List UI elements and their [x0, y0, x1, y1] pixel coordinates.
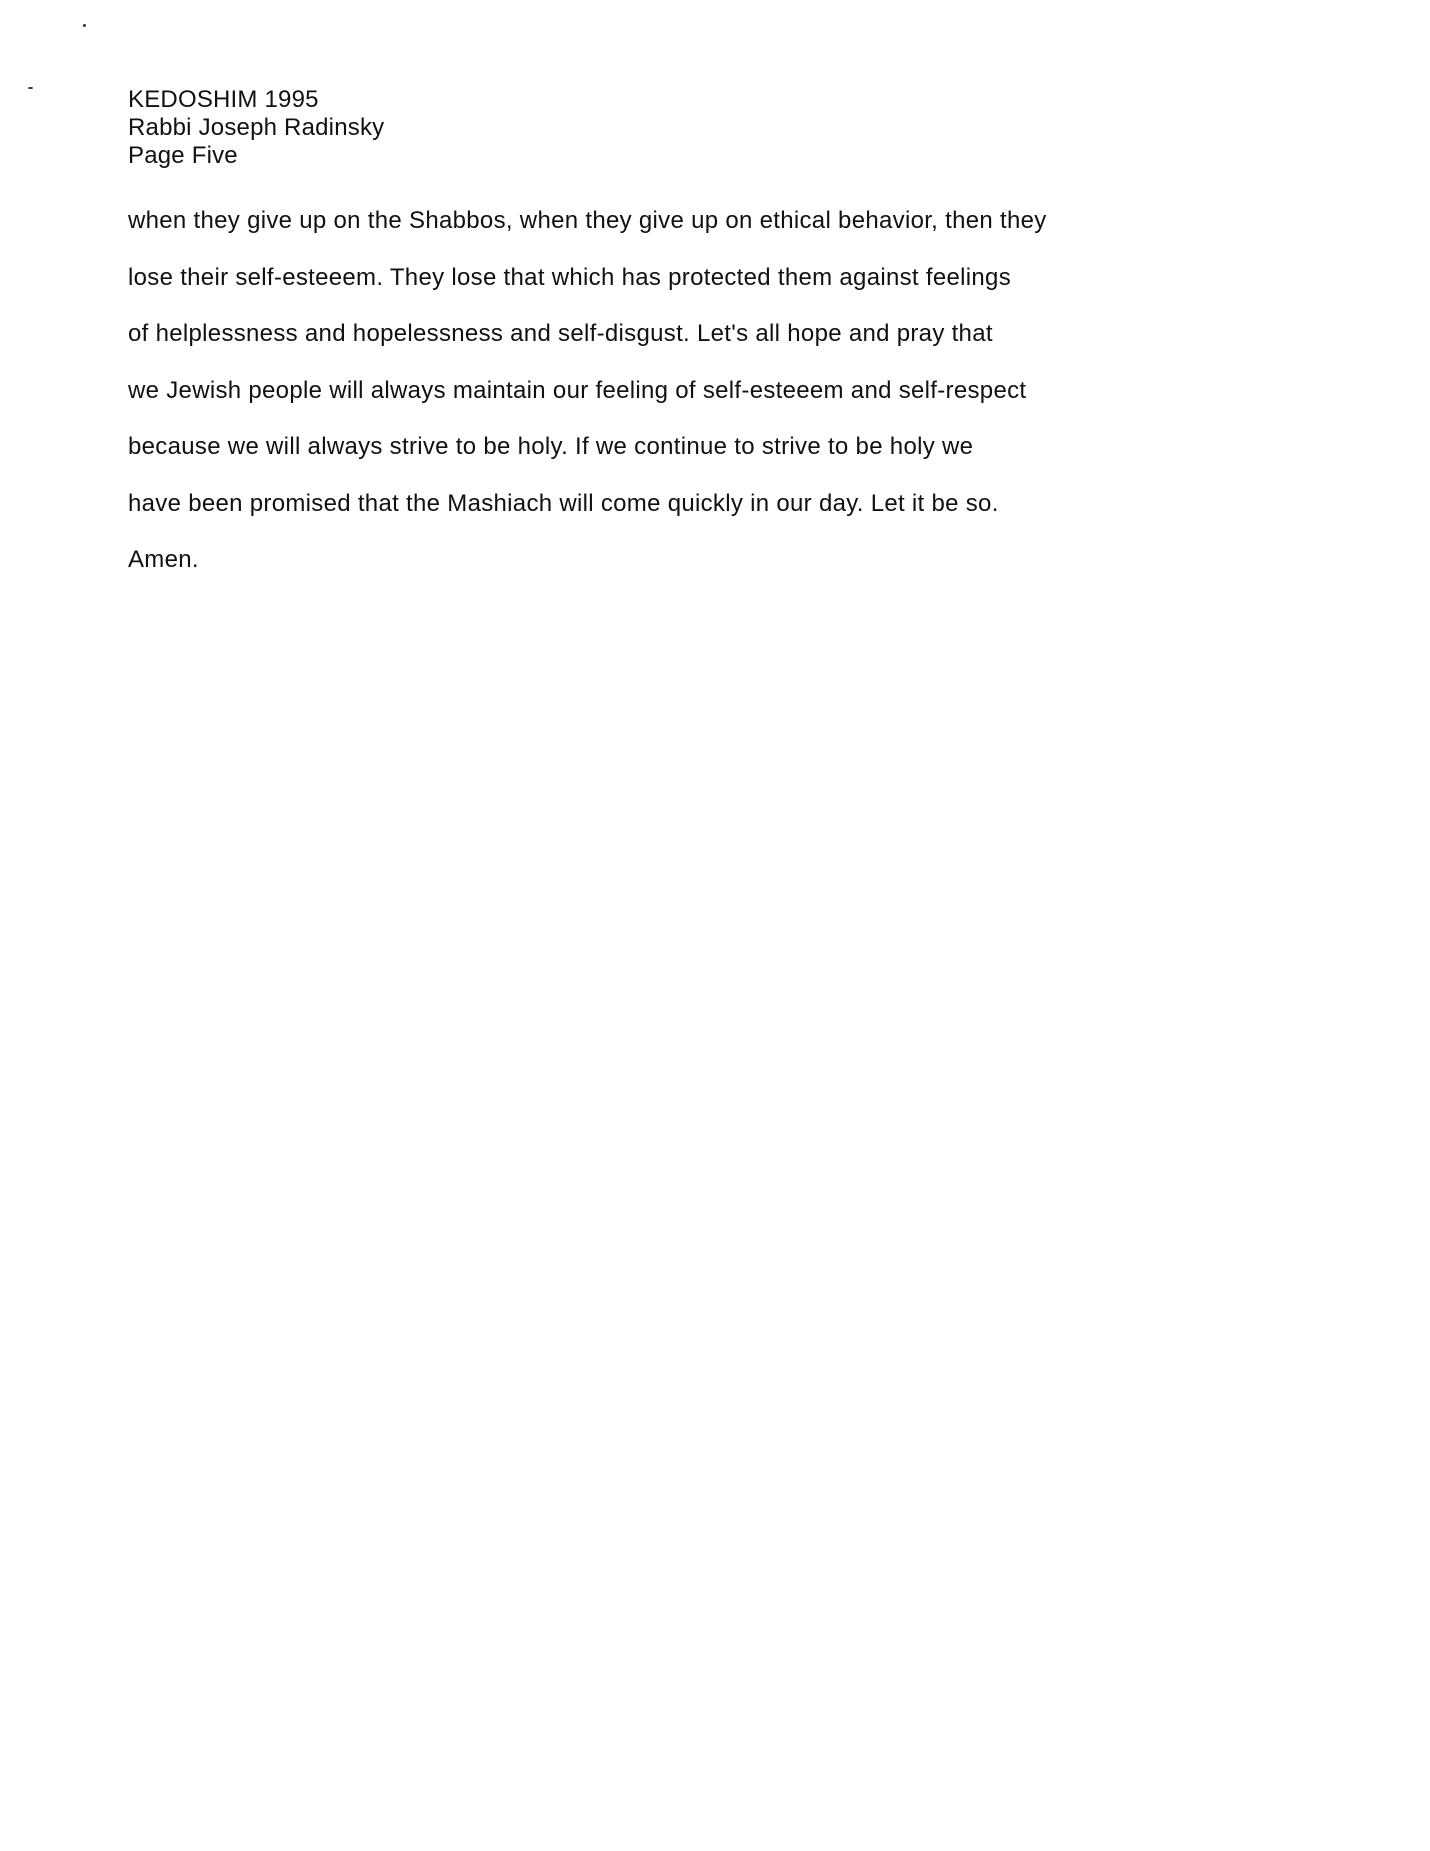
sermon-body — [128, 193, 1047, 589]
body-line: Amen. — [128, 546, 199, 573]
body-line: have been promised that the Mashiach will come quickly in our day. Let it be so. — [128, 489, 999, 517]
body-line: lose their self-esteeem. They lose that which has protected them against feelings — [128, 263, 1011, 291]
document-header — [128, 86, 384, 170]
body-line: because we will always strive to be holy. If we continue to strive to be holy we — [128, 433, 974, 460]
page-label: Page Five — [128, 142, 238, 169]
parsha-title: KEDOSHIM 1995 — [128, 86, 319, 113]
body-line: when they give up on the Shabbos, when they give up on ethical behavior, then they — [128, 207, 1047, 234]
body-line: we Jewish people will always maintain our feeling of self-esteeem and self-respect — [128, 376, 1027, 404]
body-line: of helplessness and hopelessness and self-disgust. Let's all hope and pray that — [128, 320, 993, 347]
scan-speck — [83, 24, 86, 27]
author-name: Rabbi Joseph Radinsky — [128, 114, 385, 141]
scan-speck — [28, 87, 33, 89]
